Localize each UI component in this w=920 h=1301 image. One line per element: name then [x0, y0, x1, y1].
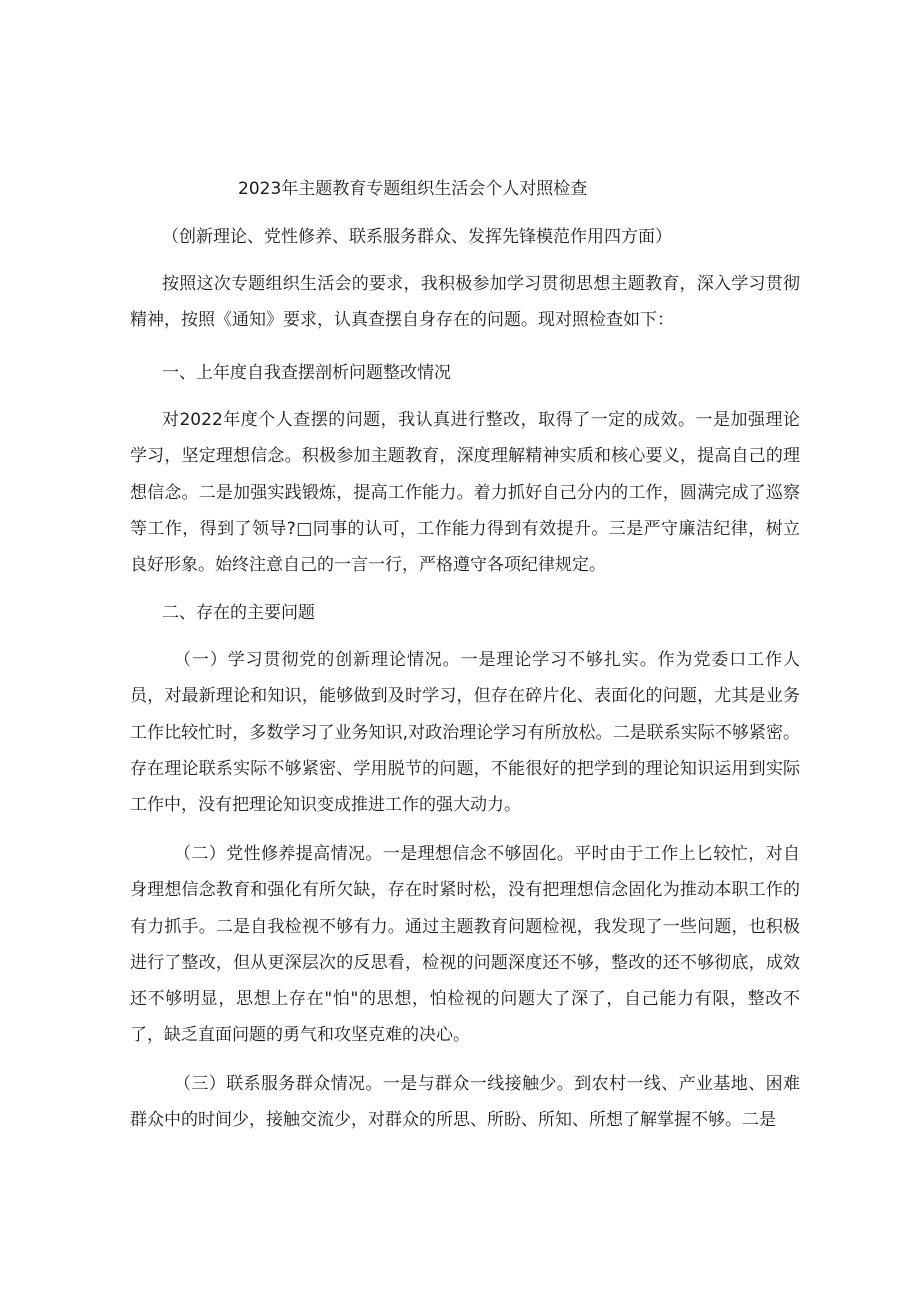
section-2-heading: 二、存在的主要问题: [162, 603, 315, 623]
section-2-item-1: （一）学习贯彻党的创新理论情况。一是理论学习不够扎实。作为党委口工作人员，对最新理论和知识，能够做到及时学习，但存在碎片化、表面化的问题，尤其是业务工作比较忙时，多数学习了业务知识,对政治理论学习有所放松。二是联系实际不够紧密。存在理论联系实际不够紧密、学用脱节的问题，不能很好的把学到的理论知识运用到实际工作中，没有把理论知识变成推进工作的强大动力。: [130, 650, 800, 816]
document-title: 2023年主题教育专题组织生活会个人对照检查: [238, 179, 588, 199]
section-2-item-3: （三）联系服务群众情况。一是与群众一线接触少。到农村一线、产业基地、困难群众中的时间少，接触交流少，对群众的所思、所盼、所知、所想了解掌握不够。二是: [130, 1074, 800, 1131]
document-subtitle: （创新理论、党性修养、联系服务群众、发挥先锋模范作用四方面）: [162, 227, 672, 247]
section-1-body: 对2022年度个人查摆的问题，我认真进行整改，取得了一定的成效。一是加强理论学习，坚定理想信念。积极参加主题教育，深度理解精神实质和核心要义，提高自己的理想信念。二是加强实践锻炼，提高工作能力。着力抓好自己分内的工作，圆满完成了巡察等工作，得到了领导?□同事的认可，工作能力得到有效提升。三是严守廉洁纪律，树立良好形象。始终注意自己的一言一行，严格遵守各项纪律规定。: [130, 410, 800, 576]
intro-paragraph: 按照这次专题组织生活会的要求，我积极参加学习贯彻思想主题教育，深入学习贯彻精神，按照《通知》要求，认真查摆自身存在的问题。现对照检查如下：: [130, 274, 800, 331]
section-2-item-2: （二）党性修养提高情况。一是理想信念不够固化。平时由于工作上匕较忙，对自身理想信念教育和强化有所欠缺，存在时紧时松，没有把理想信念固化为推动本职工作的有力抓手。二是自我检视不够有力。通过主题教育问题检视，我发现了一些问题，也积极进行了整改，但从更深层次的反思看，检视的问题深度还不够，整改的还不够彻底，成效还不够明显，思想上存在"怕"的思想，怕检视的问题大了深了，自己能力有限，整改不了，缺乏直面问题的勇气和攻坚克难的决心。: [130, 844, 800, 1046]
section-1-heading: 一、上年度自我查摆剖析问题整改情况: [162, 363, 451, 383]
